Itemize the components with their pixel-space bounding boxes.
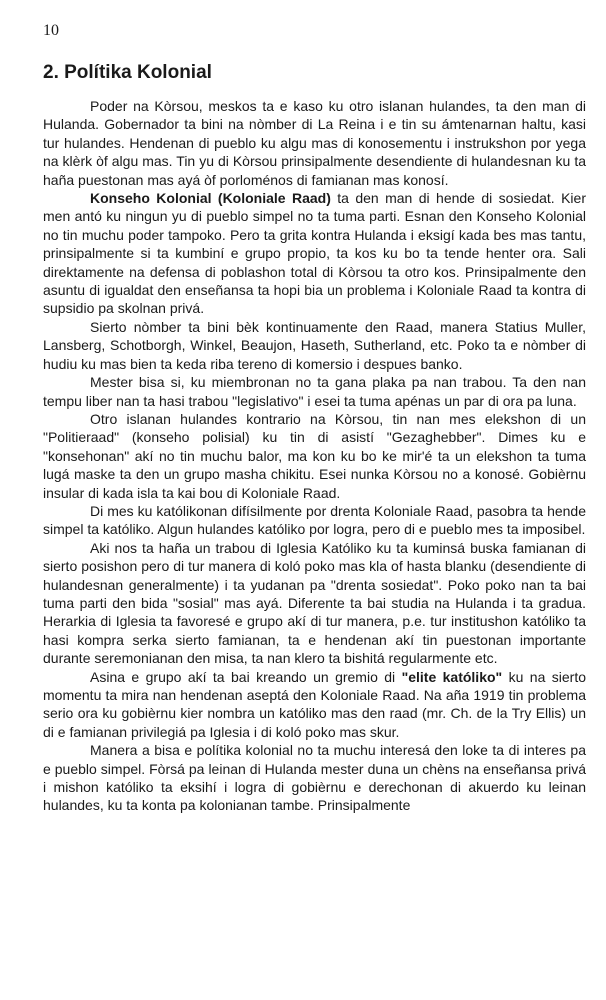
paragraph-2-text: ta den man di hende di sosiedat. Kier men antó ku ningun yu di pueblo simpel no ta tuma parti. Esnan den Konseho Kolonial no tin muchu poder tampoko. Pero ta grita kontra Hulanda i eksigí kada bes mas tantu, prinsipalmente si ta kumbiní e grupo propio, ta kos ku bo ta tende henter ora. Sali direktamente na defensa di poblashon total di Kòrsou ta otro kos. Prinsipalmente den asuntu di igualdat den enseñansa ta hopi bia un problema i Koloniale Raad ta kontra di supsidio pa skolnan privá.: [43, 190, 586, 317]
paragraph-8-text-b: ku na sierto momentu ta mira nan hendenan aseptá den Koloniale Raad. Na aña 1919 tin problema serio ora ku gobièrnu kier nombra un katóliko mas den raad (mr. Ch. de la Try Ellis) un di e famianan privilegiá pa Iglesia i di koló poko mas skur.: [43, 668, 586, 740]
paragraph-6: Di mes ku katólikonan difísilmente por drenta Koloniale Raad, pasobra ta hende simpel ta katóliko. Algun hulandes katóliko por logra, pero di e pueblo mes ta imposibel.: [43, 502, 586, 538]
paragraph-4: Mester bisa si, ku miembronan no ta gana plaka pa nan trabou. Ta den nan tempu liber nan ta hasi trabou "legislativo" i esei ta tuma apénas un par di ora pa luna.: [43, 374, 586, 409]
paragraph-2: [43, 189, 586, 318]
elite-katoliko-term: "elite katóliko": [401, 668, 503, 685]
paragraph-1: Poder na Kòrsou, meskos ta e kaso ku otro islanan hulandes, ta den man di Hulanda. Gobernador ta bini na nòmber di La Reina i e tin su ámtenarnan haltu, kasi tur hulandes. Hendenan di pueblo ku algu mas di konosementu i instrukshon por yega na klèrk òf algu mas. Tin yu di Kòrsou prinsipalmente desendiente di hulandesnan ku ta haña puestonan mas ayá òf porloménos di famianan mas konosí.: [43, 98, 586, 188]
paragraph-9: Manera a bisa e polítika kolonial no ta muchu interesá den loke ta di interes pa e pueblo simpel. Fòrsá pa leinan di Hulanda mester duna un chèns na enseñansa privá i mishon katóliko ta eksihí i logra di gobièrnu e derechonan di akuerdo ku leinan hulandes, ku ta konta pa kolonianan tambe. Prinsipalmente: [43, 742, 586, 814]
paragraph-8-text-a: Asina e grupo akí ta bai kreando un gremio di: [90, 668, 402, 685]
paragraph-3: Sierto nòmber ta bini bèk kontinuamente den Raad, manera Statius Muller, Lansberg, Schotborgh, Winkel, Beaujon, Haseth, Sutherland, etc. Poko ta e nòmber di hudiu ku mas bien ta keda riba tereno di komersio i despues banko.: [43, 318, 586, 372]
paragraph-5: Otro islanan hulandes kontrario na Kòrsou, tin nan mes elekshon di un "Politieraad" (konseho polisial) ku tin di asistí "Gezaghebber". Dimes ku e "konsehonan" akí no tin muchu balor, ma kon ku bo ke mir'é ta un elekshon ta tuma lugá maske ta den un grupo masha chikitu. Esei nunka Kòrsou no a konosé. Gobièrnu insular di kada isla ta kai bou di Koloniale Raad.: [43, 410, 586, 501]
body-text: [43, 97, 586, 815]
paragraph-8: [43, 668, 586, 742]
page-number: 10: [43, 22, 59, 39]
konseho-kolonial-term: Konseho Kolonial (Koloniale Raad): [90, 190, 331, 207]
paragraph-7: Aki nos ta haña un trabou di Iglesia Katóliko ku ta kuminsá buska famianan di sierto posishon pero di tur manera di koló poko mas kla of hasta blanku (desendiente di hulandesnan generalmente) i ta yudanan pa "drenta sosiedat". Poko poko nan ta bai tuma parti den bida "sosial" mas ayá. Diferente ta bai studia na Hulanda i ta gradua. Herarkia di Iglesia ta favoresé e grupo akí di tur manera, p.e. tur institushon katóliko ta hasi kompra serka sierto famianan, ta e hendenan akí tin puestonan importante durante seremonianan den misa, ta nan klero ta bishitá regularmente etc.: [43, 539, 586, 667]
section-title: 2. Polítika Kolonial: [43, 62, 212, 83]
